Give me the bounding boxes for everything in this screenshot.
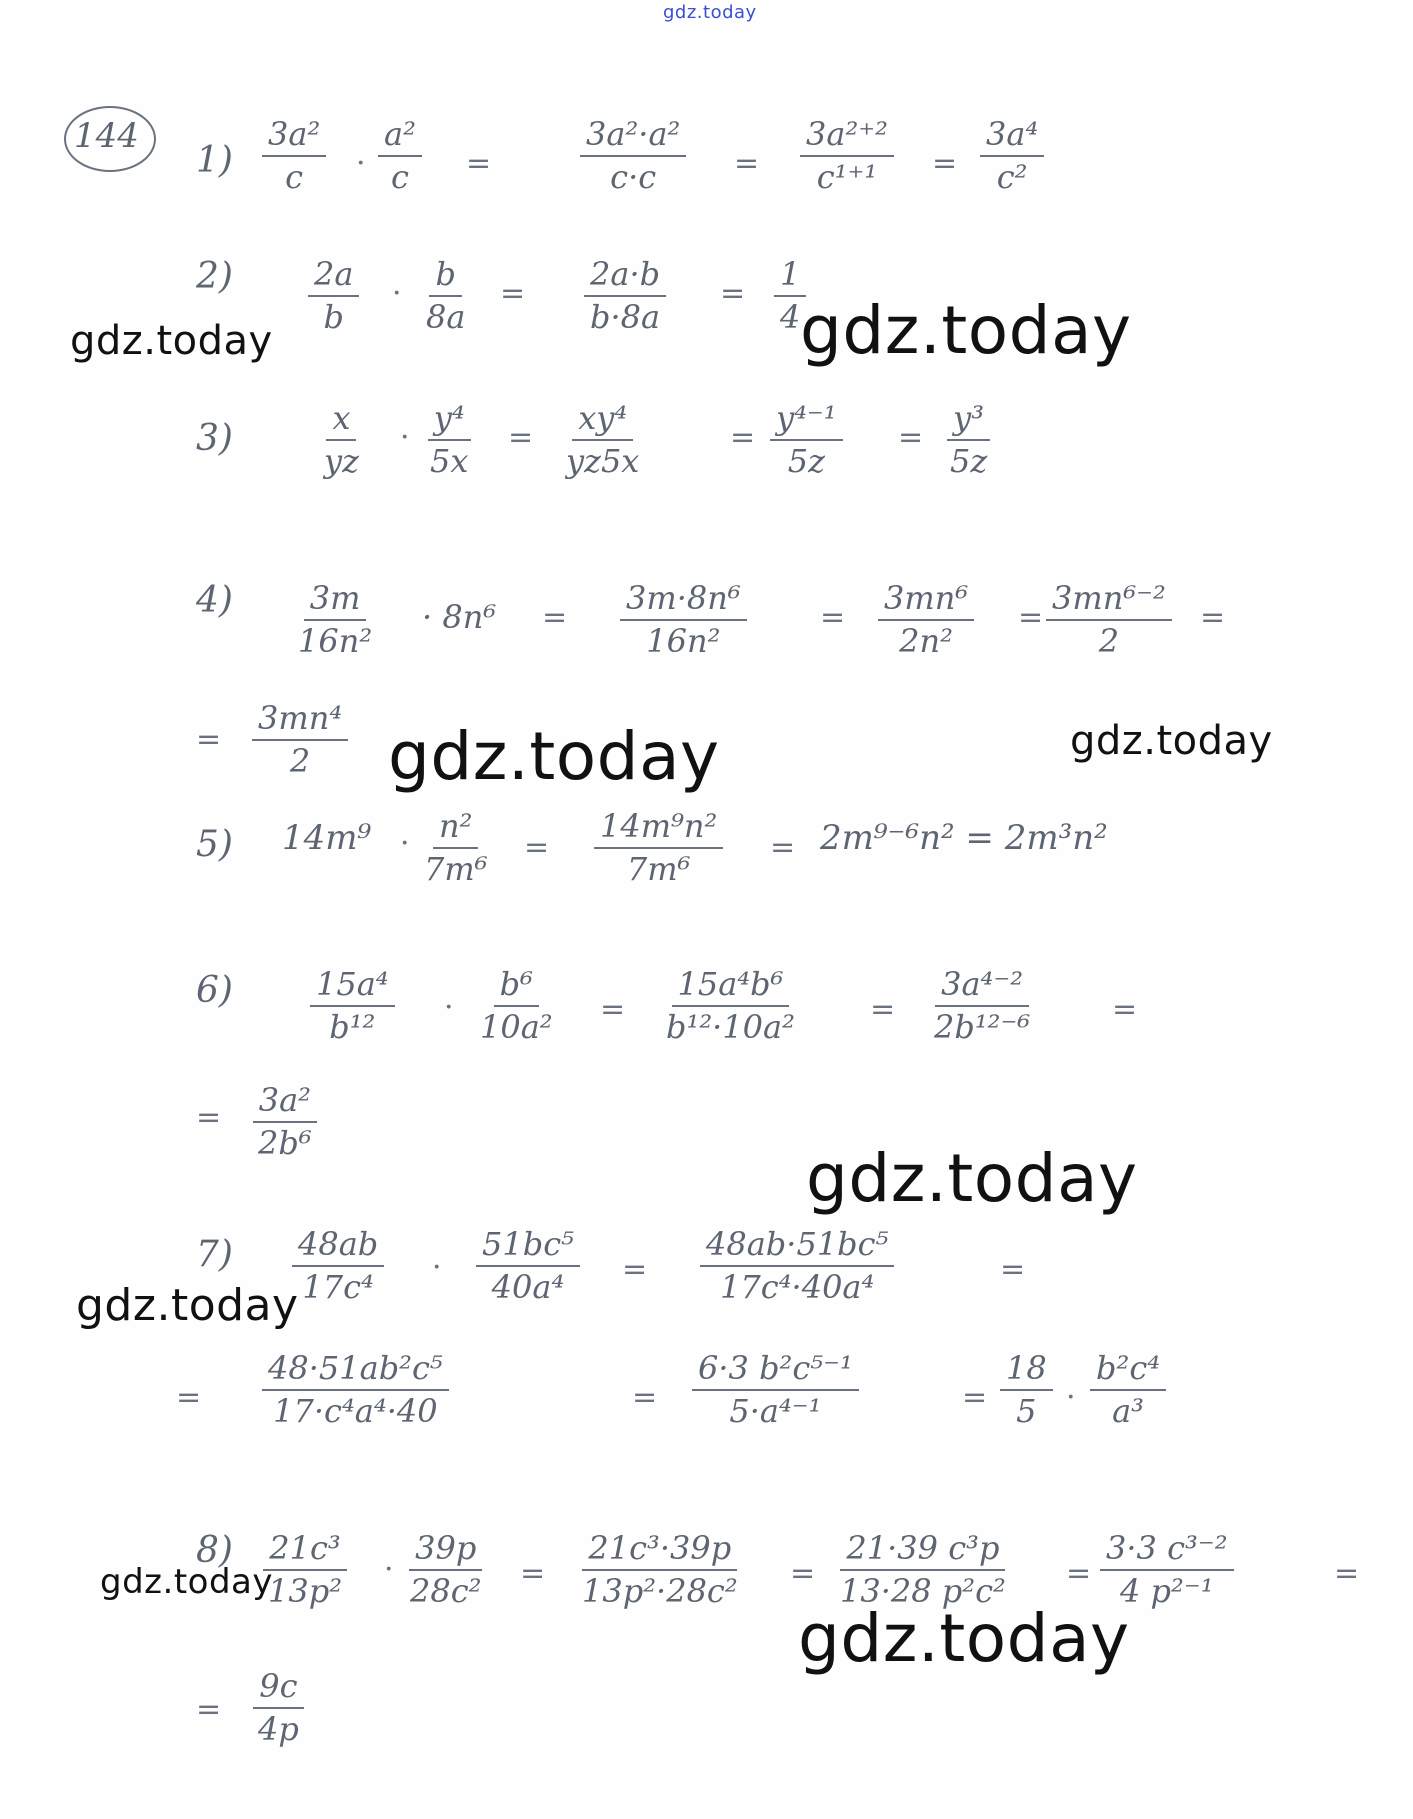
- item-5-fraction-1: $\frac{\text{n²}}{\text{7m⁶}}$: [424, 807, 488, 888]
- item-8-fraction-1: $\frac{\text{21c³}}{\text{13p²}}$: [262, 1530, 348, 1610]
- item-7-equals-4: =: [632, 1380, 658, 1415]
- item-4-equals-1: =: [542, 600, 568, 635]
- item-6-fraction-2: $\frac{\text{b⁶}}{\text{10a²}}$: [480, 965, 553, 1046]
- item-8-fraction-4: $\frac{\text{21·39 c³p}}{\text{13·28 p²c²}}$: [840, 1529, 1006, 1610]
- item-2-label: 2): [196, 256, 233, 297]
- item-3-fraction-3: $\frac{\text{xy⁴}}{yz5x}$: [566, 399, 640, 480]
- item-7-dot-2: ·: [1066, 1380, 1076, 1415]
- item-6-fraction-4: $\frac{\text{3a⁴⁻²}}{\text{2b¹²⁻⁶}}$: [934, 965, 1031, 1046]
- item-2-fraction-3: $\frac{2a\cdot b}{b\cdot 8a}$: [584, 256, 666, 336]
- watermark-2: gdz.today: [800, 292, 1132, 369]
- item-6-equals-4: =: [196, 1100, 222, 1135]
- item-6-equals-1: =: [600, 992, 626, 1027]
- item-5-tail: 2m⁹⁻⁶n² = 2m³n²: [820, 818, 1108, 858]
- item-6-equals-3: =: [1112, 992, 1138, 1027]
- item-7-label: 7): [196, 1234, 233, 1275]
- watermark-4: gdz.today: [1070, 718, 1273, 764]
- item-2-equals-1: =: [500, 276, 526, 311]
- item-6-equals-2: =: [870, 992, 896, 1027]
- item-4-fraction-2: $\frac{\text{3m·8n⁶}}{\text{16n²}}$: [620, 580, 747, 660]
- item-7-fraction-7: $\frac{\text{b²c⁴}}{\text{a³}}$: [1090, 1350, 1166, 1430]
- item-4-fraction-1: $\frac{3m}{\text{16n²}}$: [298, 579, 373, 660]
- item-3-fraction-1: $\frac{x}{yz}$: [324, 399, 359, 480]
- item-8-equals-1: =: [520, 1556, 546, 1591]
- item-7-fraction-1: $\frac{48ab}{\text{17c⁴}}$: [292, 1226, 384, 1306]
- item-1-fraction-4: $\frac{\text{3a²⁺²}}{\text{c¹⁺¹}}$: [800, 116, 894, 196]
- item-2-dot: ·: [392, 276, 402, 311]
- item-4-fraction-3: $\frac{\text{3mn⁶}}{\text{2n²}}$: [878, 580, 974, 660]
- item-8-fraction-3: $\frac{\text{21c³·39p}}{\text{13p²·28c²}}$: [582, 1529, 738, 1610]
- item-5-fraction-2: $\frac{\text{14m⁹n²}}{\text{7m⁶}}$: [594, 808, 723, 888]
- item-7-fraction-4: $\frac{\text{48·51ab²c⁵}}{\text{17·c⁴a⁴·40}}$: [262, 1350, 449, 1430]
- item-7-fraction-3: $\frac{\text{48ab·51bc⁵}}{\text{17c⁴·40a⁴}}$: [700, 1226, 894, 1306]
- item-6-fraction-3: $\frac{\text{15a⁴b⁶}}{\text{b¹²·10a²}}$: [666, 965, 795, 1046]
- item-2-fraction-2: $\frac{b}{8a}$: [426, 255, 466, 336]
- item-3-equals-1: =: [508, 420, 534, 455]
- item-5-equals-1: =: [524, 830, 550, 865]
- item-3-fraction-4: $\frac{\text{y⁴⁻¹}}{5z}$: [770, 400, 843, 480]
- item-2-fraction-1: $\frac{2a}{b}$: [308, 256, 359, 336]
- item-6-fraction-1: $\frac{\text{15a⁴}}{\text{b¹²}}$: [310, 966, 395, 1046]
- item-4-equals-2: =: [820, 600, 846, 635]
- watermark-5: gdz.today: [806, 1140, 1138, 1217]
- item-2-equals-2: =: [720, 276, 746, 311]
- item-3-equals-3: =: [898, 420, 924, 455]
- item-4-equals-5: =: [196, 722, 222, 757]
- item-7-dot: ·: [432, 1250, 442, 1285]
- item-1-equals-2: =: [734, 146, 760, 181]
- item-7-fraction-6: $\frac{18}{5}$: [1000, 1350, 1053, 1430]
- item-7-equals-3: =: [176, 1380, 202, 1415]
- problem-number: 144: [74, 116, 139, 156]
- item-5-label: 5): [196, 824, 233, 865]
- item-4-fraction-4: $\frac{\text{3mn⁶⁻²}}{2}$: [1046, 580, 1172, 660]
- item-1-label: 1): [196, 140, 233, 181]
- item-1-fraction-3: $\frac{\text{3a²·a²}}{c\cdot c}$: [580, 116, 686, 196]
- item-6-dot: ·: [444, 990, 454, 1025]
- item-3-dot: ·: [400, 420, 410, 455]
- item-1-fraction-5: $\frac{\text{3a⁴}}{\text{c²}}$: [980, 116, 1044, 196]
- item-8-equals-4: =: [1334, 1556, 1360, 1591]
- item-8-fraction-6: $\frac{9c}{4p}$: [252, 1668, 305, 1748]
- item-8-fraction-5: $\frac{\text{3·3 c³⁻²}}{\text{4 p²⁻¹}}$: [1100, 1530, 1234, 1610]
- watermark-3: gdz.today: [388, 718, 720, 795]
- item-6-fraction-5: $\frac{\text{3a²}}{\text{2b⁶}}$: [252, 1082, 318, 1162]
- item-8-equals-3: =: [1066, 1556, 1092, 1591]
- item-7-equals-1: =: [622, 1252, 648, 1287]
- item-3-label: 3): [196, 418, 233, 459]
- item-5-equals-2: =: [770, 830, 796, 865]
- watermark-6: gdz.today: [76, 1280, 299, 1331]
- item-8-fraction-2: $\frac{39p}{\text{28c²}}$: [410, 1529, 482, 1610]
- watermark-8: gdz.today: [798, 1600, 1130, 1677]
- item-1-fraction-1: $\frac{\text{3a²}}{c}$: [262, 116, 326, 196]
- item-7-fraction-5: $\frac{\text{6·3 b²c⁵⁻¹}}{\text{5·a⁴⁻¹}}$: [692, 1350, 859, 1430]
- watermark-1: gdz.today: [70, 318, 273, 364]
- top-watermark: gdz.today: [663, 2, 757, 23]
- item-4-equals-4: =: [1200, 600, 1226, 635]
- item-4-equals-3: =: [1018, 600, 1044, 635]
- item-3-fraction-2: $\frac{\text{y⁴}}{5x}$: [424, 400, 474, 480]
- item-5-lead: 14m⁹: [282, 818, 372, 858]
- item-3-fraction-5: $\frac{\text{y³}}{5z}$: [944, 400, 993, 480]
- item-7-equals-5: =: [962, 1380, 988, 1415]
- item-8-label: 8): [196, 1530, 233, 1571]
- item-8-dot: ·: [384, 1552, 394, 1587]
- item-1-equals-3: =: [932, 146, 958, 181]
- item-1-fraction-2: $\frac{\text{a²}}{c}$: [378, 116, 422, 196]
- item-4-fraction-5: $\frac{\text{3mn⁴}}{2}$: [252, 700, 348, 780]
- item-2-fraction-4: $\frac{1}{4}$: [774, 256, 806, 336]
- item-6-label: 6): [196, 970, 233, 1011]
- item-4-factor: · 8n⁶: [422, 598, 497, 636]
- item-8-equals-2: =: [790, 1556, 816, 1591]
- item-7-fraction-2: $\frac{\text{51bc⁵}}{\text{40a⁴}}$: [476, 1226, 580, 1306]
- item-7-equals-2: =: [1000, 1252, 1026, 1287]
- watermark-7: gdz.today: [100, 1562, 273, 1602]
- item-4-label: 4): [196, 580, 233, 621]
- item-3-equals-2: =: [730, 420, 756, 455]
- item-5-dot: ·: [400, 826, 410, 861]
- item-8-equals-5: =: [196, 1692, 222, 1727]
- item-1-dot: ·: [356, 146, 366, 181]
- item-1-equals-1: =: [466, 146, 492, 181]
